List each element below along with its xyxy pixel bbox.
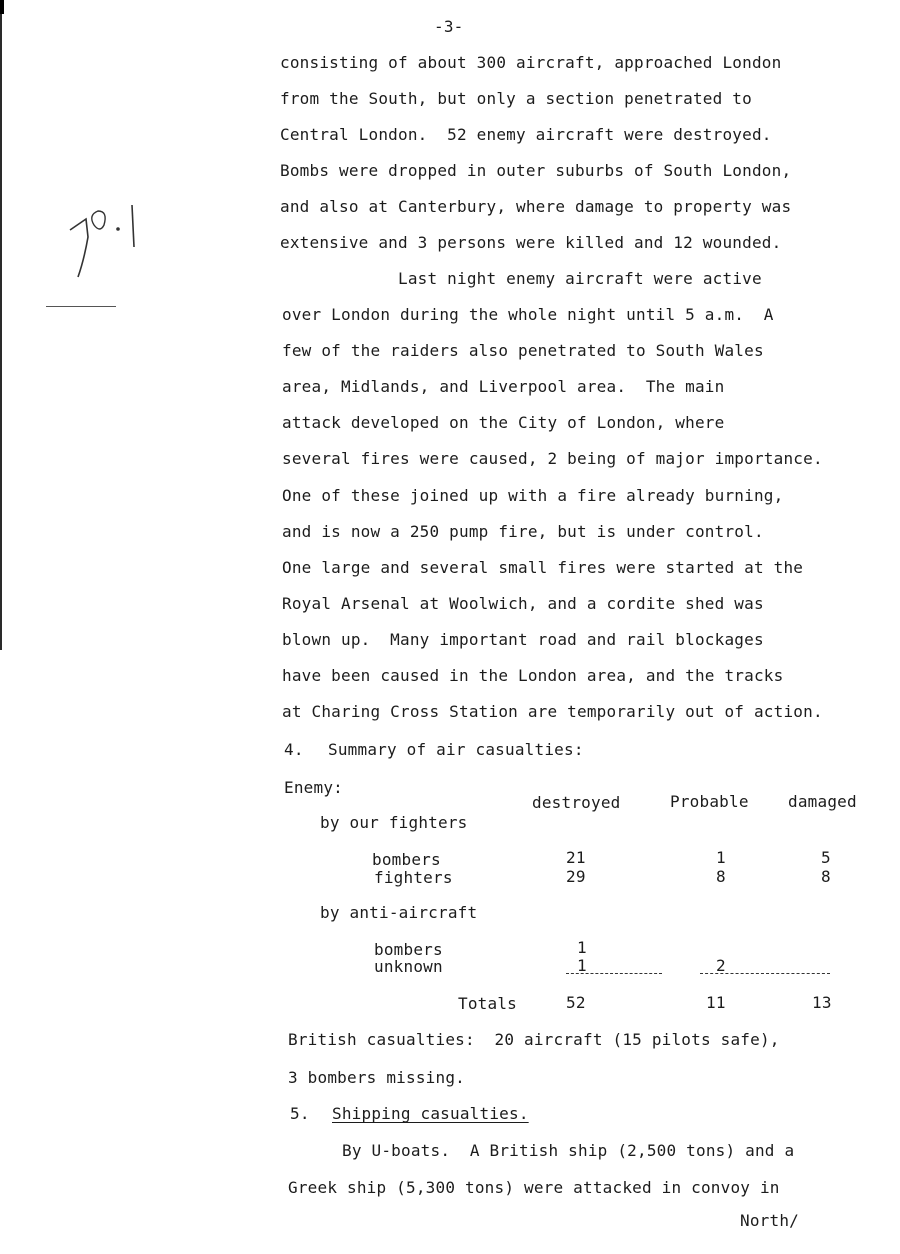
total-destroyed: 52 bbox=[566, 993, 586, 1012]
section5-heading: Shipping casualties. bbox=[332, 1104, 529, 1123]
paragraph2-line: have been caused in the London area, and the tracks bbox=[282, 666, 784, 685]
paragraph2-line: blown up. Many important road and rail blockages bbox=[282, 630, 764, 649]
row-label: bombers bbox=[374, 940, 443, 959]
paragraph1-line: from the South, but only a section penetrated to bbox=[280, 89, 752, 108]
row-label: fighters bbox=[374, 868, 453, 887]
cell-destroyed: 21 bbox=[566, 848, 586, 867]
section4-number: 4. bbox=[284, 740, 304, 759]
catchword: North/ bbox=[740, 1211, 799, 1230]
page-edge-line bbox=[0, 0, 2, 650]
page-corner-mark bbox=[0, 0, 4, 14]
group-label-anti-aircraft: by anti-aircraft bbox=[320, 903, 478, 922]
paragraph2-line: over London during the whole night until 5 a.m. A bbox=[282, 305, 774, 324]
column-header-damaged: damaged bbox=[788, 792, 857, 811]
paragraph2-line: attack developed on the City of London, where bbox=[282, 413, 725, 432]
column-header-destroyed: destroyed bbox=[532, 793, 621, 812]
cell-probable: 1 bbox=[716, 848, 726, 867]
paragraph1-line: and also at Canterbury, where damage to property was bbox=[280, 197, 792, 216]
cell-damaged: 8 bbox=[821, 867, 831, 886]
margin-rule bbox=[46, 306, 116, 307]
section4-heading: Summary of air casualties: bbox=[328, 740, 584, 759]
paragraph2-line: several fires were caused, 2 being of major importance. bbox=[282, 449, 823, 468]
cell-destroyed: 1 bbox=[577, 956, 587, 975]
page-number: -3- bbox=[434, 17, 464, 36]
cell-destroyed: 29 bbox=[566, 867, 586, 886]
cell-probable: 2 bbox=[716, 956, 726, 975]
paragraph2-line: One large and several small fires were started at the bbox=[282, 558, 804, 577]
paragraph2-line: area, Midlands, and Liverpool area. The main bbox=[282, 377, 725, 396]
paragraph2-line: Last night enemy aircraft were active bbox=[398, 269, 762, 288]
paragraph1-line: Bombs were dropped in outer suburbs of South London, bbox=[280, 161, 792, 180]
section5-line: By U-boats. A British ship (2,500 tons) and a bbox=[342, 1141, 795, 1160]
paragraph1-line: Central London. 52 enemy aircraft were destroyed. bbox=[280, 125, 772, 144]
paragraph2-line: few of the raiders also penetrated to South Wales bbox=[282, 341, 764, 360]
totals-label: Totals bbox=[458, 994, 517, 1013]
cell-destroyed: 1 bbox=[577, 938, 587, 957]
margin-annotation-handwriting bbox=[58, 185, 153, 285]
row-label: unknown bbox=[374, 957, 443, 976]
cell-damaged: 5 bbox=[821, 848, 831, 867]
section5-line: Greek ship (5,300 tons) were attacked in convoy in bbox=[288, 1178, 780, 1197]
total-damaged: 13 bbox=[812, 993, 832, 1012]
totals-rule-probable bbox=[700, 973, 830, 974]
row-label: bombers bbox=[372, 850, 441, 869]
british-casualties-line: 3 bombers missing. bbox=[288, 1068, 465, 1087]
cell-probable: 8 bbox=[716, 867, 726, 886]
paragraph2-line: and is now a 250 pump fire, but is under control. bbox=[282, 522, 764, 541]
paragraph1-line: extensive and 3 persons were killed and 12 wounded. bbox=[280, 233, 782, 252]
total-probable: 11 bbox=[706, 993, 726, 1012]
column-header-probable: Probable bbox=[670, 792, 749, 811]
british-casualties-line: British casualties: 20 aircraft (15 pilots safe), bbox=[288, 1030, 780, 1049]
paragraph2-line: at Charing Cross Station are temporarily out of action. bbox=[282, 702, 823, 721]
paragraph2-line: One of these joined up with a fire already burning, bbox=[282, 486, 784, 505]
paragraph2-line: Royal Arsenal at Woolwich, and a cordite shed was bbox=[282, 594, 764, 613]
paragraph1-line: consisting of about 300 aircraft, approached London bbox=[280, 53, 782, 72]
enemy-label: Enemy: bbox=[284, 778, 343, 797]
section5-number: 5. bbox=[290, 1104, 310, 1123]
totals-rule-destroyed bbox=[566, 973, 662, 974]
group-label-fighters: by our fighters bbox=[320, 813, 468, 832]
